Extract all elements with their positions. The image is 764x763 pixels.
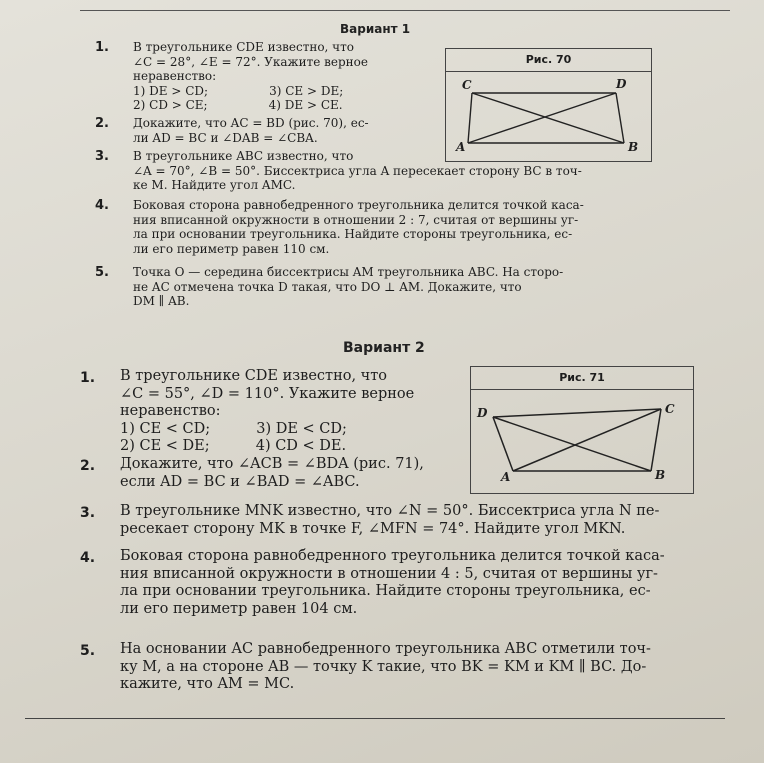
text-line: кажите, что AM = MC. <box>120 676 295 693</box>
text-line: ли AD = BC и ∠DAB = ∠CBA. <box>133 130 318 145</box>
text-line: не AC отмечена точка D такая, что DO ⊥ AM. Докажите, что <box>133 279 522 294</box>
v1-problem-5-number: 5. <box>95 265 109 280</box>
figure-70-drawing <box>446 71 651 161</box>
text-line: ке M. Найдите угол AMC. <box>133 178 296 193</box>
v2-problem-1 <box>120 368 414 456</box>
v1-problem-1 <box>133 40 368 113</box>
v2-problem-1-number: 1. <box>80 370 96 386</box>
fig70-label-b: B <box>628 140 639 154</box>
fig71-label-c: C <box>665 402 675 416</box>
figure-70-caption: Рис. 70 <box>446 49 651 72</box>
text-line: Докажите, что AC = BD (рис. 70), ес- <box>133 116 369 130</box>
text-line: В треугольнике ABC известно, что <box>133 149 354 163</box>
bottom-rule <box>25 718 725 719</box>
text-line: ресекает сторону MK в точке F, ∠MFN = 74°. Найдите угол MKN. <box>120 520 626 537</box>
fig70-label-c: C <box>462 78 472 92</box>
fig71-label-b: B <box>655 468 666 482</box>
fig70-label-a: A <box>456 140 466 154</box>
text-line: ла при основании треугольника. Найдите стороны треугольника, ес- <box>133 227 573 242</box>
text-line: 1) DE > CD; 3) CE > DE; <box>133 83 344 98</box>
text-line: ∠C = 55°, ∠D = 110°. Укажите верное <box>120 385 415 402</box>
v1-problem-5 <box>133 265 563 309</box>
text-line: В треугольнике CDE известно, что <box>120 368 388 384</box>
text-line: На основании AC равнобедренного треугольника ABC отметили точ- <box>120 641 651 657</box>
v1-problem-3 <box>133 149 582 193</box>
v1-problem-2 <box>133 116 369 145</box>
text-line: Точка O — середина биссектрисы AM треугольника ABC. На сторо- <box>133 265 564 279</box>
text-line: 2) CE < DE; 4) CD < DE. <box>120 438 347 455</box>
text-line: ку M, а на стороне AB — точку K такие, что BK = KM и KM ∥ BC. До- <box>120 658 647 675</box>
text-line: ли его периметр равен 104 см. <box>120 600 358 617</box>
text-line: ли его периметр равен 110 см. <box>133 241 330 256</box>
top-rule <box>80 10 730 11</box>
text-line: 2) CD > CE; 4) DE > CE. <box>133 98 343 113</box>
text-line: неравенство: <box>133 69 217 84</box>
v1-problem-4-number: 4. <box>95 198 109 213</box>
v1-problem-2-number: 2. <box>95 116 109 131</box>
text-line: ния вписанной окружности в отношении 4 : 5, считая от вершины уг- <box>120 565 658 582</box>
variant-1-title: Вариант 1 <box>340 22 411 36</box>
text-line: ла при основании треугольника. Найдите стороны треугольника, ес- <box>120 583 651 600</box>
text-line: ∠C = 28°, ∠E = 72°. Укажите верное <box>133 54 368 69</box>
fig70-label-d: D <box>616 77 627 91</box>
figure-70 <box>445 48 652 162</box>
text-line: DM ∥ AB. <box>133 294 190 309</box>
figure-71-caption: Рис. 71 <box>471 367 693 390</box>
figure-71 <box>470 366 694 494</box>
fig71-label-a: A <box>501 470 511 484</box>
v2-problem-2-number: 2. <box>80 458 96 474</box>
v2-problem-2 <box>120 456 424 491</box>
text-line: Боковая сторона равнобедренного треугольника делится точкой каса- <box>120 548 665 564</box>
figure-71-drawing <box>471 389 693 493</box>
text-line: В треугольнике CDE известно, что <box>133 40 354 54</box>
fig71-label-d: D <box>477 406 488 420</box>
text-line: 1) CE < CD; 3) DE < CD; <box>120 420 347 437</box>
text-line: неравенство: <box>120 403 221 420</box>
v1-problem-3-number: 3. <box>95 149 109 164</box>
text-line: Докажите, что ∠ACB = ∠BDA (рис. 71), <box>120 456 424 472</box>
text-line: В треугольнике MNK известно, что ∠N = 50°. Биссектриса угла N пе- <box>120 503 660 519</box>
text-line: если AD = BC и ∠BAD = ∠ABC. <box>120 473 360 490</box>
v2-problem-4-number: 4. <box>80 550 96 566</box>
v1-problem-4 <box>133 198 584 256</box>
v2-problem-3-number: 3. <box>80 505 96 521</box>
v2-problem-4 <box>120 548 665 618</box>
text-line: ния вписанной окружности в отношении 2 : 7, считая от вершины уг- <box>133 212 579 227</box>
variant-2-title: Вариант 2 <box>343 340 425 356</box>
v2-problem-5 <box>120 641 651 694</box>
text-line: ∠A = 70°, ∠B = 50°. Биссектриса угла A пересекает сторону BC в точ- <box>133 163 582 178</box>
text-line: Боковая сторона равнобедренного треугольника делится точкой каса- <box>133 198 584 212</box>
v2-problem-5-number: 5. <box>80 643 96 659</box>
v1-problem-1-number: 1. <box>95 40 109 55</box>
v2-problem-3 <box>120 503 659 538</box>
